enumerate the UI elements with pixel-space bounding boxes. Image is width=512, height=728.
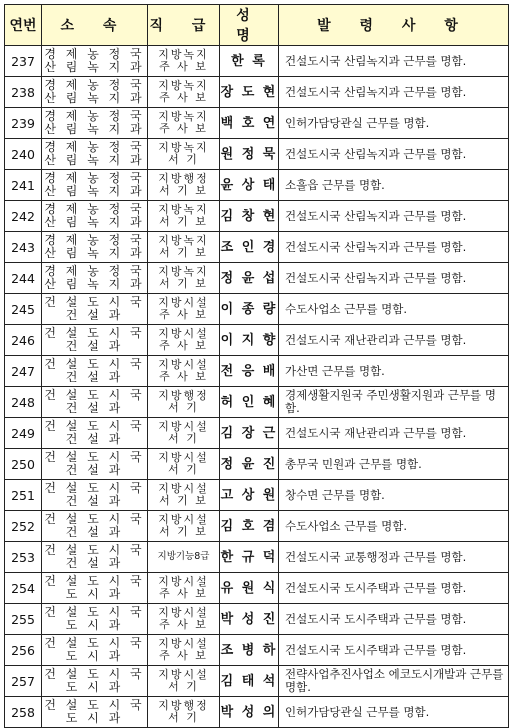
row-name: 한 규 덕 [220, 542, 279, 573]
grade-line: 주 사 보 [159, 122, 208, 135]
row-order: 건설도시국 산림녹지과 근무를 명함. [279, 46, 509, 77]
department-line: 산 림 녹 지 과 [44, 184, 145, 198]
row-department [42, 697, 148, 728]
grade-line: 서 기 [168, 153, 199, 166]
table-row [5, 511, 509, 542]
department-line: 경 제 농 정 국 [44, 78, 145, 92]
row-order: 건설도시국 산림녹지과 근무를 명함. [279, 77, 509, 108]
row-grade [148, 325, 220, 356]
row-number: 238 [5, 77, 42, 108]
department-line: 경 제 농 정 국 [44, 140, 145, 154]
row-order: 인허가담당관실 근무를 명함. [279, 697, 509, 728]
row-grade [148, 294, 220, 325]
grade-line: 지방녹지 [158, 78, 209, 92]
row-grade [148, 108, 220, 139]
department-line: 건 설 도 시 국 [44, 357, 145, 371]
department-line: 경 제 농 정 국 [44, 47, 145, 61]
department-line: 경 제 농 정 국 [44, 264, 145, 278]
row-grade [148, 542, 220, 573]
row-number: 247 [5, 356, 42, 387]
row-department [42, 635, 148, 666]
department-line: 건 설 도 시 국 [44, 605, 145, 619]
department-line: 건 설 도 시 국 [44, 450, 145, 464]
row-grade [148, 170, 220, 201]
row-number: 242 [5, 201, 42, 232]
department-line: 산 림 녹 지 과 [44, 60, 145, 74]
department-line: 건 설 과 [65, 556, 124, 570]
table-row [5, 263, 509, 294]
table-row [5, 139, 509, 170]
department-line: 건 설 도 시 국 [44, 388, 145, 402]
department-line: 건 설 과 [65, 401, 124, 415]
grade-line: 주 사 보 [159, 60, 208, 73]
row-order: 건설도시국 산림녹지과 근무를 명함. [279, 232, 509, 263]
row-grade [148, 201, 220, 232]
department-line: 경 제 농 정 국 [44, 109, 145, 123]
row-order: 건설도시국 교통행정과 근무를 명함. [279, 542, 509, 573]
row-grade [148, 418, 220, 449]
grade-line: 서 기 [168, 680, 199, 693]
department-line: 건 설 도 시 국 [44, 574, 145, 588]
grade-line: 주 사 보 [159, 339, 208, 352]
department-line: 경 제 농 정 국 [44, 202, 145, 216]
header-grade: 직 급 [148, 5, 220, 46]
grade-line: 서 기 [168, 463, 199, 476]
department-line: 건 설 도 시 국 [44, 295, 145, 309]
row-order: 소흘읍 근무를 명함. [279, 170, 509, 201]
department-line: 경 제 농 정 국 [44, 233, 145, 247]
row-order: 총무국 민원과 근무를 명함. [279, 449, 509, 480]
row-department [42, 170, 148, 201]
row-department [42, 108, 148, 139]
row-grade [148, 77, 220, 108]
department-line: 건 설 과 [65, 525, 124, 539]
grade-line: 주 사 보 [159, 587, 208, 600]
row-name: 박 성 의 [220, 697, 279, 728]
row-number: 239 [5, 108, 42, 139]
table-row [5, 573, 509, 604]
department-line: 건 설 과 [65, 463, 124, 477]
row-department [42, 604, 148, 635]
row-number: 246 [5, 325, 42, 356]
row-number: 248 [5, 387, 42, 418]
row-name: 박 성 진 [220, 604, 279, 635]
row-grade [148, 263, 220, 294]
row-number: 244 [5, 263, 42, 294]
grade-line: 지방녹지 [158, 140, 209, 154]
row-order: 건설도시국 재난관리과 근무를 명함. [279, 418, 509, 449]
grade-line: 주 사 보 [159, 91, 208, 104]
row-department [42, 449, 148, 480]
department-line: 건 설 도 시 국 [44, 326, 145, 340]
row-number: 249 [5, 418, 42, 449]
department-line: 산 림 녹 지 과 [44, 246, 145, 260]
table-row [5, 201, 509, 232]
row-name: 백 호 연 [220, 108, 279, 139]
table-row [5, 77, 509, 108]
header-row [5, 5, 509, 46]
row-name: 장 도 현 [220, 77, 279, 108]
row-name: 김 창 현 [220, 201, 279, 232]
department-line: 도 시 과 [65, 618, 124, 632]
grade-line: 지방시설 [158, 450, 209, 464]
grade-line: 서 기 [168, 401, 199, 414]
row-number: 258 [5, 697, 42, 728]
grade-line: 지방시설 [158, 574, 209, 588]
table-row [5, 170, 509, 201]
row-name: 정 윤 진 [220, 449, 279, 480]
row-department [42, 294, 148, 325]
row-number: 240 [5, 139, 42, 170]
row-grade [148, 604, 220, 635]
row-order: 경제생활지원국 주민생활지원과 근무를 명함. [279, 387, 509, 418]
row-order: 건설도시국 산림녹지과 근무를 명함. [279, 139, 509, 170]
row-name: 전 응 배 [220, 356, 279, 387]
table-row [5, 449, 509, 480]
department-line: 도 시 과 [65, 587, 124, 601]
table-row [5, 604, 509, 635]
row-department [42, 542, 148, 573]
department-line: 건 설 도 시 국 [44, 667, 145, 681]
row-grade [148, 46, 220, 77]
row-grade [148, 387, 220, 418]
department-line: 산 림 녹 지 과 [44, 153, 145, 167]
row-number: 237 [5, 46, 42, 77]
row-department [42, 77, 148, 108]
row-number: 253 [5, 542, 42, 573]
table-row [5, 666, 509, 697]
grade-line: 서 기 보 [159, 277, 208, 290]
row-order: 건설도시국 산림녹지과 근무를 명함. [279, 201, 509, 232]
table-row [5, 697, 509, 728]
department-line: 경 제 농 정 국 [44, 171, 145, 185]
table-row [5, 480, 509, 511]
row-department [42, 263, 148, 294]
grade-line: 주 사 보 [159, 618, 208, 631]
row-number: 254 [5, 573, 42, 604]
row-number: 250 [5, 449, 42, 480]
department-line: 건 설 과 [65, 339, 124, 353]
row-order: 창수면 근무를 명함. [279, 480, 509, 511]
grade-line: 지방녹지 [158, 202, 209, 216]
grade-line: 지방시설 [158, 667, 209, 681]
row-name: 김 호 겸 [220, 511, 279, 542]
table-row [5, 325, 509, 356]
grade-line: 서 기 보 [159, 525, 208, 538]
row-number: 255 [5, 604, 42, 635]
row-grade [148, 356, 220, 387]
grade-line: 주 사 보 [159, 308, 208, 321]
row-grade [148, 666, 220, 697]
row-number: 252 [5, 511, 42, 542]
row-department [42, 356, 148, 387]
department-line: 건 설 도 시 국 [44, 419, 145, 433]
row-name: 한 록 [220, 46, 279, 77]
row-order: 수도사업소 근무를 명함. [279, 294, 509, 325]
department-line: 산 림 녹 지 과 [44, 91, 145, 105]
row-name: 김 장 근 [220, 418, 279, 449]
personnel-order-table [4, 4, 509, 728]
row-department [42, 232, 148, 263]
row-name: 김 태 석 [220, 666, 279, 697]
row-name: 이 지 향 [220, 325, 279, 356]
table-row [5, 294, 509, 325]
table-row [5, 356, 509, 387]
department-line: 도 시 과 [65, 649, 124, 663]
row-order: 건설도시국 도시주택과 근무를 명함. [279, 635, 509, 666]
row-name: 원 정 묵 [220, 139, 279, 170]
row-number: 243 [5, 232, 42, 263]
grade-line: 지방녹지 [158, 264, 209, 278]
row-grade [148, 573, 220, 604]
row-grade [148, 449, 220, 480]
row-number: 257 [5, 666, 42, 697]
row-order: 인허가담당관실 근무를 명함. [279, 108, 509, 139]
grade-line: 지방시설 [158, 357, 209, 371]
row-order: 건설도시국 산림녹지과 근무를 명함. [279, 263, 509, 294]
department-line: 도 시 과 [65, 711, 124, 725]
department-line: 건 설 과 [65, 370, 124, 384]
department-line: 건 설 도 시 국 [44, 512, 145, 526]
row-department [42, 46, 148, 77]
row-grade [148, 635, 220, 666]
grade-line: 서 기 [168, 711, 199, 724]
department-line: 건 설 도 시 국 [44, 698, 145, 712]
table-row [5, 635, 509, 666]
row-number: 256 [5, 635, 42, 666]
grade-line: 서 기 보 [159, 215, 208, 228]
row-order: 건설도시국 재난관리과 근무를 명함. [279, 325, 509, 356]
row-name: 고 상 원 [220, 480, 279, 511]
row-number: 251 [5, 480, 42, 511]
header-name: 성 명 [220, 5, 279, 46]
row-name: 윤 상 태 [220, 170, 279, 201]
row-name: 유 원 식 [220, 573, 279, 604]
grade-line: 지방시설 [158, 636, 209, 650]
header-dept: 소 속 [42, 5, 148, 46]
row-number: 241 [5, 170, 42, 201]
table-row [5, 387, 509, 418]
grade-line: 서 기 보 [159, 184, 208, 197]
grade-line: 지방시설 [158, 605, 209, 619]
grade-line: 지방시설 [158, 419, 209, 433]
department-line: 건 설 도 시 국 [44, 481, 145, 495]
grade-line: 주 사 보 [159, 649, 208, 662]
grade-line: 지방행정 [158, 171, 209, 185]
header-order: 발 령 사 항 [279, 5, 509, 46]
grade-line: 지방녹지 [158, 109, 209, 123]
header-no: 연번 [5, 5, 42, 46]
row-department [42, 666, 148, 697]
grade-line: 지방기능8급 [157, 550, 210, 562]
row-department [42, 325, 148, 356]
department-line: 건 설 도 시 국 [44, 543, 145, 557]
row-department [42, 201, 148, 232]
row-order: 전략사업추진사업소 에코도시개발과 근무를 명함. [279, 666, 509, 697]
department-line: 도 시 과 [65, 680, 124, 694]
table-row [5, 232, 509, 263]
row-name: 조 병 하 [220, 635, 279, 666]
row-order: 수도사업소 근무를 명함. [279, 511, 509, 542]
department-line: 건 설 과 [65, 308, 124, 322]
row-order: 건설도시국 도시주택과 근무를 명함. [279, 573, 509, 604]
grade-line: 지방행정 [158, 388, 209, 402]
grade-line: 지방행정 [158, 698, 209, 712]
row-grade [148, 697, 220, 728]
grade-line: 서 기 [168, 432, 199, 445]
grade-line: 지방녹지 [158, 47, 209, 61]
grade-line: 지방시설 [158, 512, 209, 526]
table-row [5, 418, 509, 449]
row-department [42, 480, 148, 511]
row-order: 건설도시국 도시주택과 근무를 명함. [279, 604, 509, 635]
row-name: 조 인 경 [220, 232, 279, 263]
row-department [42, 511, 148, 542]
row-department [42, 573, 148, 604]
row-name: 허 인 혜 [220, 387, 279, 418]
department-line: 건 설 과 [65, 432, 124, 446]
row-grade [148, 232, 220, 263]
row-number: 245 [5, 294, 42, 325]
row-department [42, 387, 148, 418]
row-order: 가산면 근무를 명함. [279, 356, 509, 387]
grade-line: 서 기 보 [159, 246, 208, 259]
grade-line: 지방시설 [158, 481, 209, 495]
department-line: 산 림 녹 지 과 [44, 122, 145, 136]
row-department [42, 418, 148, 449]
row-grade [148, 480, 220, 511]
department-line: 건 설 도 시 국 [44, 636, 145, 650]
department-line: 산 림 녹 지 과 [44, 277, 145, 291]
row-grade [148, 139, 220, 170]
row-department [42, 139, 148, 170]
grade-line: 지방시설 [158, 326, 209, 340]
grade-line: 지방시설 [158, 295, 209, 309]
table-row [5, 108, 509, 139]
table-row [5, 542, 509, 573]
row-grade [148, 511, 220, 542]
department-line: 건 설 과 [65, 494, 124, 508]
row-name: 이 종 량 [220, 294, 279, 325]
grade-line: 서 기 보 [159, 494, 208, 507]
grade-line: 주 사 보 [159, 370, 208, 383]
department-line: 산 림 녹 지 과 [44, 215, 145, 229]
table-row [5, 46, 509, 77]
grade-line: 지방녹지 [158, 233, 209, 247]
row-name: 정 윤 섭 [220, 263, 279, 294]
